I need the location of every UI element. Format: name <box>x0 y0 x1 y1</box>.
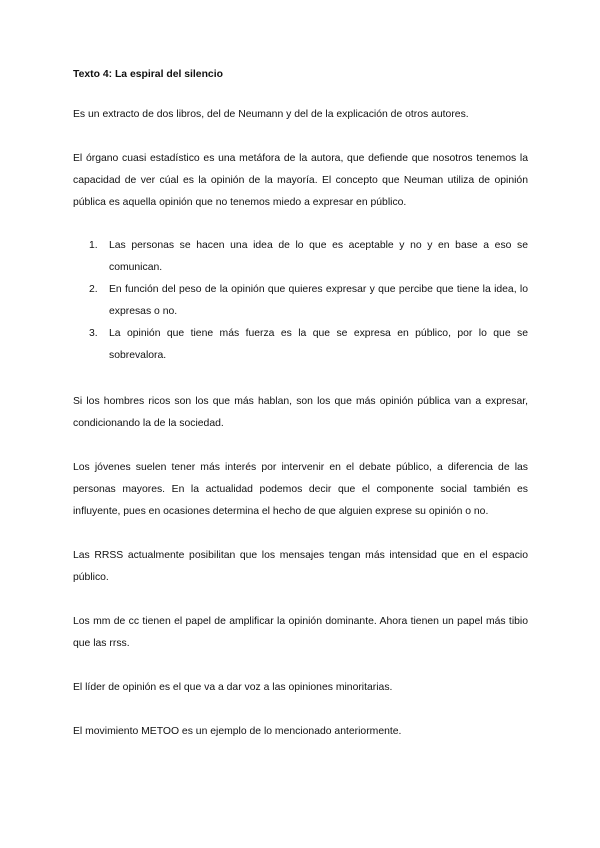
paragraph-intro: Es un extracto de dos libros, del de Neumann y del de la explicación de otros autores. <box>73 109 469 120</box>
paragraph-lider-opinion: El líder de opinión es el que va a dar voz a las opiniones minoritarias. <box>73 682 393 693</box>
numbered-list <box>73 235 528 367</box>
list-number: 1. <box>89 240 98 251</box>
paragraph-mm-cc: Los mm de cc tienen el papel de amplificar la opinión dominante. Ahora tienen un papel más tibio que las rrss. <box>73 616 528 649</box>
document-title: Texto 4: La espiral del silencio <box>73 69 223 80</box>
list-number: 2. <box>89 284 98 295</box>
list-item <box>73 235 528 279</box>
paragraph-jovenes: Los jóvenes suelen tener más interés por intervenir en el debate público, a diferencia de las personas mayores. En la actualidad podemos decir que el componente social también es influyente, pues en ocasiones determina el hecho de que alguien exprese su opinión o no. <box>73 462 528 517</box>
paragraph-organo: El órgano cuasi estadístico es una metáfora de la autora, que defiende que nosotros tenemos la capacidad de ver cúal es la opinión de la mayoría. El concepto que Neuman utiliza de opinión pública es aquella opinión que no tenemos miedo a expresar en público. <box>73 153 528 208</box>
paragraph-metoo: El movimiento METOO es un ejemplo de lo mencionado anteriormente. <box>73 726 402 737</box>
list-item <box>73 279 528 323</box>
paragraph-rrss: Las RRSS actualmente posibilitan que los mensajes tengan más intensidad que en el espacio público. <box>73 550 528 583</box>
list-text: Las personas se hacen una idea de lo que es aceptable y no y en base a eso se comunican. <box>109 240 528 273</box>
list-text: La opinión que tiene más fuerza es la que se expresa en público, por lo que se sobrevalora. <box>109 328 528 361</box>
list-item <box>73 323 528 367</box>
paragraph-hombres-ricos: Si los hombres ricos son los que más hablan, son los que más opinión pública van a expresar, condicionando la de la sociedad. <box>73 396 528 429</box>
list-text: En función del peso de la opinión que quieres expresar y que percibe que tiene la idea, lo expresas o no. <box>109 284 528 317</box>
list-number: 3. <box>89 328 98 339</box>
